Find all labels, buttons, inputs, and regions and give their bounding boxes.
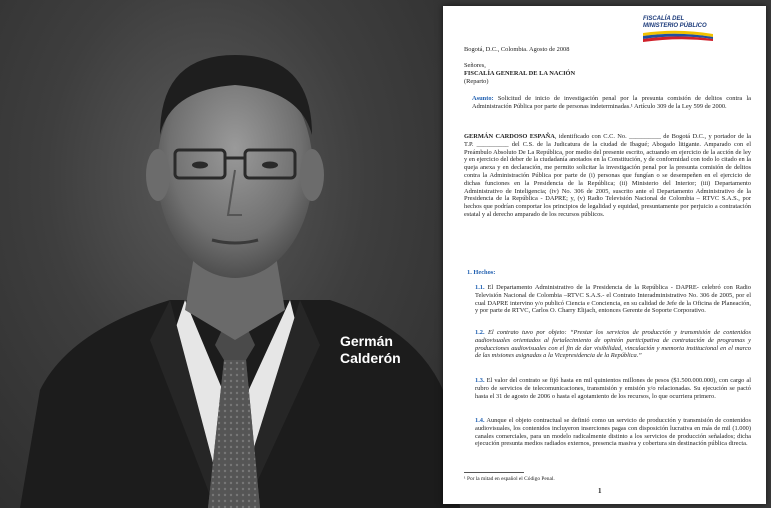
fact-text: El valor del contrato se fijó hasta en mil quinientos millones de pesos ($1.500.000.000), con cargo al rubro de servicios de telecomunicaciones, transmisión y emisión y/o relacionadas. Su ejecución se pactó hasta el 31 de agosto de 2006 o hasta el agotamiento de los recursos, lo que ocurriera primero. xyxy=(475,377,751,400)
logo-line-1: FISCALÍA DEL xyxy=(643,16,685,22)
fact-item xyxy=(475,377,751,400)
legal-document-page xyxy=(443,6,766,504)
asunto-block xyxy=(472,95,751,111)
fact-item xyxy=(475,284,751,315)
fact-number: 1.3. xyxy=(475,377,485,384)
intro-paragraph xyxy=(464,133,751,219)
fiscalia-logo xyxy=(643,16,713,46)
document-date: Bogotá, D.C., Colombia. Agosto de 2008 xyxy=(464,46,570,53)
asunto-text: Solicitud de inicio de investigación penal por la presunta comisión de delitos contra la Administración Pública por parte de personas indeterminadas.¹ Artículo 309 de la Ley 599 de 2000. xyxy=(472,95,751,110)
fact-text: El contrato tuvo por objeto: “Prestar los servicios de producción y transmisión de contenidos audiovisuales orientados al fortalecimiento de opinión participativa de contratación de programas y producciones audiovisuales con el fin de dar visibilidad, vinculación y memoria institucional en el marco de las misiones asignadas a la Vicepresidencia de la República.” xyxy=(475,329,751,360)
fact-item xyxy=(475,329,751,360)
fact-text: El Departamento Administrativo de la Presidencia de la República - DAPRE- celebró con Radio Televisión Nacional de Colombia –RTVC S.A.S.- el Contrato Interadministrativo No. 306 de 2005, por el cual DAPRE intervino y/o publicó Ciencia e Conciencia, en su calidad de Jefe de la Oficina de Planeación, y por parte de RTVC, Carlos O. Charry Elijach, entonces Gerente de Soporte Corporativo. xyxy=(475,284,751,315)
footnote-separator xyxy=(464,472,524,473)
intro-name: GERMÁN CARDOSO ESPAÑA xyxy=(464,133,555,140)
person-caption xyxy=(340,333,401,367)
logo-flag-icon xyxy=(643,30,713,42)
page-number: 1 xyxy=(598,487,602,495)
caption-first-name: Germán xyxy=(340,333,393,349)
fact-item xyxy=(475,417,751,448)
fact-text: Aunque el objeto contractual se definió como un servicio de producción y transmisión de contenidos audiovisuales, los contenidos incluyeron inserciones pagas con disposición lucrativa en más de mil (1.000) canales comerciales, para un modelo radicalmente distinto a los servicios de producción señalados; dicha ejecución presunta medios radiados externos, presencia masiva y cobertura sin destinación pública directa. xyxy=(475,417,751,448)
intro-text: , identificado con C.C. No. __________ de Bogotá D.C., y portador de la T.P. __________ del C.S. de la Judicatura de la ciudad de Ibagué; Abogado litigante. Amparado con el Preámbulo Absoluto De La República, por medio del presente escrito, actuando en ejercicio de la acción de ley y en ejercicio del deber de la ciudadanía anotados en la Constitución, y de conformidad con todo lo citado en la queja anexa y en declaración, me permito solicitar la investigación penal por la presunta comisión de delitos contra la Administración Pública por parte de (i) personas que fungían o se desempeñen en el ejercicio de dichas funciones en la Presidencia de la República; (ii) Ministerio del Interior; (iii) Departamento Administrativo de Inteligencia; (iv) No. 306 de 2005, suscrito ante el Departamento Administrativo de la Presidencia de la República - DAPRE; y, (v) Radio Televisión Nacional de Colombia – RTVC S.A.S., por hechos que podrían comportar los principios de legalidad y equidad, presuntamente por perjuicio a contratación estatal y al derecho amparado de los recursos públicos. xyxy=(464,133,751,218)
fact-number: 1.2. xyxy=(475,329,485,336)
fact-number: 1.4. xyxy=(475,417,485,424)
asunto-label: Asunto: xyxy=(472,95,494,102)
fact-number: 1.1. xyxy=(475,284,485,291)
salutation: Señores, xyxy=(464,62,486,69)
section-title-hechos: 1. Hechos: xyxy=(467,269,496,276)
logo-line-2: MINISTERIO PÚBLICO xyxy=(643,22,707,29)
footnote: ¹ Por la mitad en español el Código Penal. xyxy=(464,476,555,482)
addressee-note: (Reparto) xyxy=(464,78,489,85)
caption-last-name: Calderón xyxy=(340,350,401,366)
addressee: FISCALÍA GENERAL DE LA NACIÓN xyxy=(464,70,576,77)
